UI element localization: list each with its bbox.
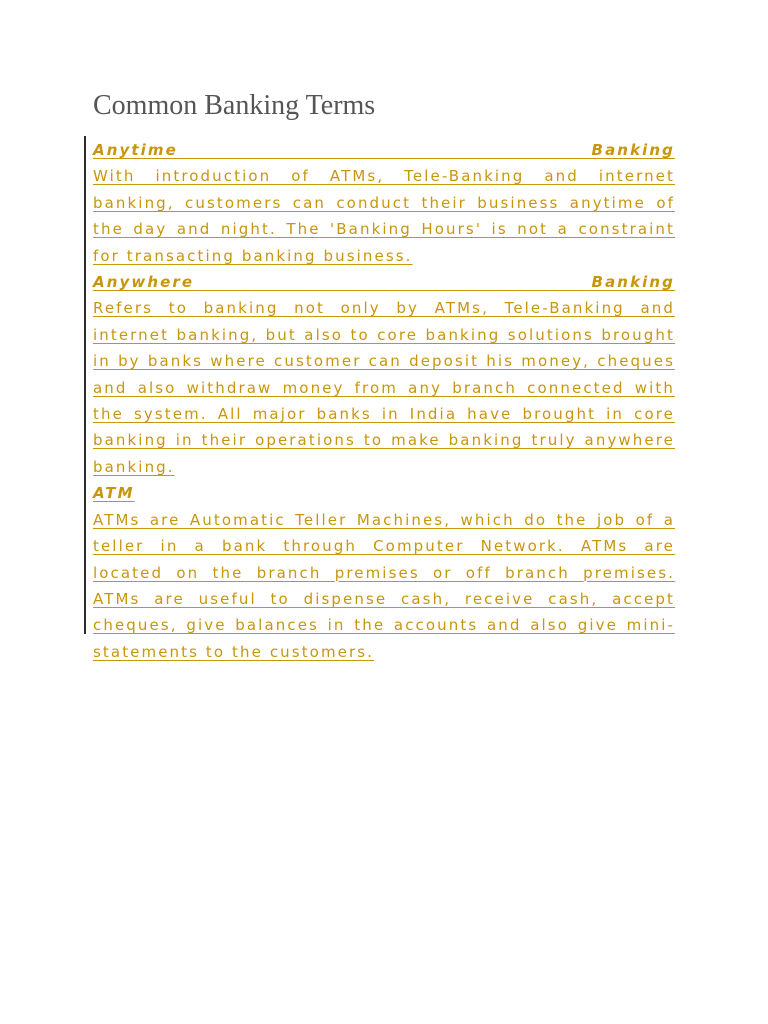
term-heading-right: Banking [591, 141, 675, 159]
term-heading-anytime-banking [93, 137, 675, 163]
page-title: Common Banking Terms [93, 90, 376, 121]
term-heading-atm [93, 480, 675, 506]
term-heading-right: Banking [591, 273, 675, 292]
term-heading-anywhere-banking [93, 269, 675, 295]
term-link-atm[interactable]: ATM [93, 484, 135, 503]
term-body-link[interactable]: ATMs are Automatic Teller Machines, which do the job of a teller in a bank through Computer Network. ATMs are located on the branch premises or off branch premises. ATMs are useful to dispense cash, receive cash, accept cheques, give balances in the accounts and also give mini-statements to the customers. [93, 510, 675, 661]
term-link-anywhere-banking[interactable] [93, 273, 675, 291]
term-body-link[interactable]: With introduction of ATMs, Tele-Banking and internet banking, customers can conduct their business anytime of the day and night. The 'Banking Hours' is not a constraint for transacting banking business. [93, 167, 675, 265]
term-heading-left: Anywhere [93, 273, 195, 292]
blockquote-border [84, 136, 86, 634]
term-body-anytime-banking [93, 163, 675, 269]
terms-list [93, 137, 675, 665]
term-body-anywhere-banking [93, 295, 675, 480]
term-link-anytime-banking[interactable] [93, 141, 675, 159]
term-body-atm [93, 507, 675, 665]
term-heading-left: Anytime [93, 141, 178, 159]
term-body-link[interactable]: Refers to banking not only by ATMs, Tele-Banking and internet banking, but also to core banking solutions brought in by banks where customer can deposit his money, cheques and also withdraw money from any branch connected with the system. All major banks in India have brought in core banking in their operations to make banking truly anywhere banking. [93, 299, 675, 476]
